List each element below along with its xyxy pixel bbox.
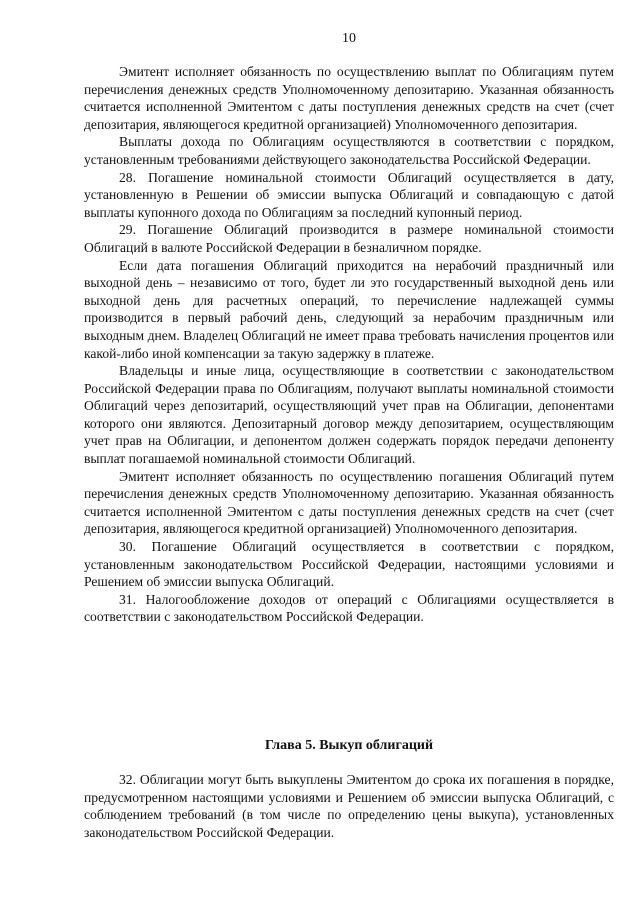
paragraph: 29. Погашение Облигаций производится в размере номинальной стоимости Облигаций в валюте Российской Федерации в безналичном порядке. [84, 222, 614, 255]
paragraph: 30. Погашение Облигаций осуществляется в соответствии с порядком, установленным законодательством Российской Федерации, настоящими условиями и Решением об эмиссии выпуска Облигаций. [84, 539, 614, 590]
paragraph: 32. Облигации могут быть выкуплены Эмитентом до срока их погашения в порядке, предусмотренном настоящими условиями и Решением об эмиссии выпуска Облигаций, с соблюдением требований (в том числе по определению цены выкупа), установленных законодательством Российской Федерации. [84, 772, 614, 840]
paragraph: Владельцы и иные лица, осуществляющие в соответствии с законодательством Российской Федерации права по Облигациям, получают выплаты номинальной стоимости Облигаций через депозитарий, осуществляющий учет прав на Облигации, депонентами которого они являются. Депозитарный договор между депозитарием, осуществляющим учет прав на Облигации, и депонентом должен содержать порядок передачи депоненту выплат погашаемой номинальной стоимости Облигаций. [84, 363, 614, 467]
paragraph: Эмитент исполняет обязанность по осуществлению выплат по Облигациям путем перечисления денежных средств Уполномоченному депозитарию. Указанная обязанность считается исполненной Эмитентом с даты поступления денежных средств на счет (счет депозитария, являющегося кредитной организацией) Уполномоченного депозитария. [84, 64, 614, 132]
chapter-heading: Глава 5. Выкуп облигаций [264, 738, 434, 753]
paragraph: Если дата погашения Облигаций приходится на нерабочий праздничный или выходной день – независимо от того, будет ли это государственный выходной день или выходной день для расчетных операций, то перечисление надлежащей суммы производится в первый рабочий день, следующий за нерабочим праздничным или выходным днем. Владелец Облигаций не имеет права требовать начисления процентов или какой-либо иной компенсации за такую задержку в платеже. [84, 257, 614, 361]
chapter-body [84, 771, 614, 841]
document-body [84, 63, 614, 626]
paragraph: 28. Погашение номинальной стоимости Облигаций осуществляется в дату, установленную в Решении об эмиссии выпуска Облигаций и совпадающую с датой выплаты купонного дохода по Облигациям за последний купонный период. [84, 169, 614, 220]
paragraph: Выплаты дохода по Облигациям осуществляются в соответствии с порядком, установленным требованиями действующего законодательства Российской Федерации. [84, 134, 614, 167]
paragraph: Эмитент исполняет обязанность по осуществлению погашения Облигаций путем перечисления денежных средств Уполномоченному депозитарию. Указанная обязанность считается исполненной Эмитентом с даты поступления денежных средств на счет (счет депозитария, являющегося кредитной организацией) Уполномоченного депозитария. [84, 468, 614, 537]
paragraph: 31. Налогообложение доходов от операций с Облигациями осуществляется в соответствии с законодательством Российской Федерации. [84, 591, 614, 625]
page-number: 10 [342, 31, 356, 46]
